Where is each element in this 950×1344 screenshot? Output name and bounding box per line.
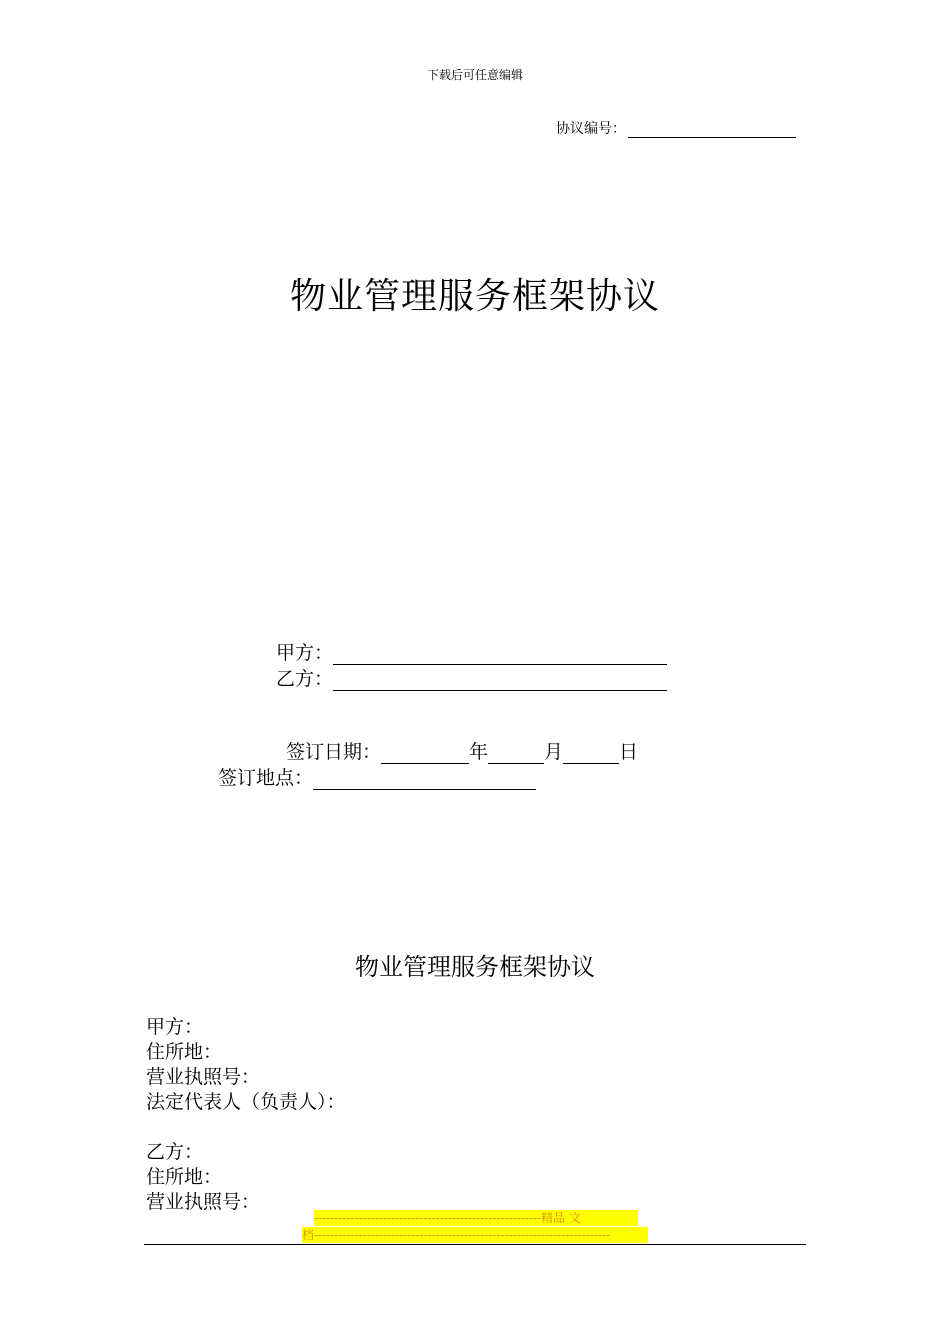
signing-date <box>286 737 638 764</box>
signing-year-label: 年 <box>469 741 489 763</box>
cover-party-a-blank <box>333 646 667 665</box>
party-a-label: 甲方： <box>146 1016 204 1038</box>
agreement-number <box>556 118 796 138</box>
body-title: 物业管理服务框架协议 <box>355 953 595 981</box>
party-b-label: 乙方： <box>146 1141 204 1163</box>
party-a-address: 住所地： <box>146 1041 223 1063</box>
signing-month-blank <box>488 745 544 764</box>
party-b-address: 住所地： <box>146 1166 223 1188</box>
cover-party-b-blank <box>333 672 667 691</box>
signing-year-blank <box>381 745 469 764</box>
agreement-number-label: 协议编号： <box>556 121 626 137</box>
footer-rule <box>144 1244 806 1245</box>
footer-banner-line1: --------------------------------------------------------精品 文 <box>314 1210 638 1226</box>
header-note: 下载后可任意编辑 <box>426 68 523 82</box>
footer-banner-line2: 档------------------------------------------------------------------------- <box>302 1227 648 1243</box>
signing-date-label: 签订日期： <box>286 741 382 763</box>
signing-place <box>218 763 536 790</box>
signing-place-label: 签订地点： <box>218 767 314 789</box>
cover-party-a-label: 甲方： <box>276 642 334 664</box>
cover-party-a <box>276 638 667 665</box>
cover-party-b <box>276 664 667 691</box>
signing-day-blank <box>563 745 619 764</box>
party-a-license: 营业执照号： <box>146 1066 261 1088</box>
agreement-number-blank <box>628 123 796 138</box>
party-a-legal-rep: 法定代表人（负责人）： <box>146 1091 346 1113</box>
cover-title: 物业管理服务框架协议 <box>289 276 660 317</box>
signing-day-label: 日 <box>619 741 639 763</box>
party-b-license: 营业执照号： <box>146 1191 261 1213</box>
cover-party-b-label: 乙方： <box>276 668 334 690</box>
signing-place-blank <box>313 771 536 790</box>
signing-month-label: 月 <box>544 741 564 763</box>
